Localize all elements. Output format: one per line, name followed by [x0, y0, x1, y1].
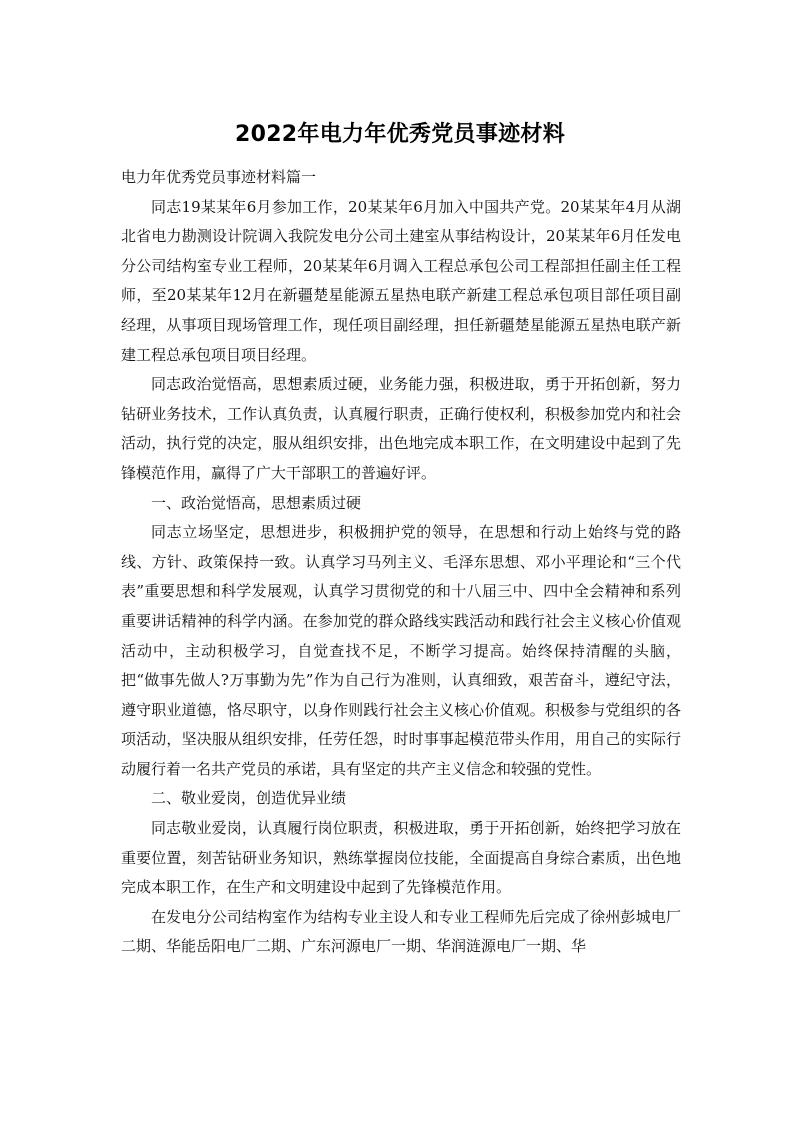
paragraph-2: 同志政治觉悟高，思想素质过硬，业务能力强，积极进取，勇于开拓创新，努力钻研业务技术，工作认真负责，认真履行职责，正确行使权利，积极参加党内和社会活动，执行党的决定，服从组织安排，出色地完成本职工作，在文明建设中起到了先锋模范作用，赢得了广大干部职工的普遍好评。 [121, 375, 681, 482]
document-title: 2022年电力年优秀党员事迹材料 [234, 122, 566, 147]
paragraph-3: 同志立场坚定，思想进步，积极拥护党的领导，在思想和行动上始终与党的路线、方针、政策保持一致。认真学习马列主义、毛泽东思想、邓小平理论和“三个代表”重要思想和科学发展观，认真学习贯彻党的和十八届三中、四中全会精神和系列重要讲话精神的科学内涵。在参加党的群众路线实践活动和践行社会主义核心价值观活动中，主动积极学习，自觉查找不足，不断学习提高。始终保持清醒的头脑，把“做事先做人?万事勤为先”作为自己行为准则，认真细致，艰苦奋斗，遵纪守法，遵守职业道德，恪尽职守，以身作则践行社会主义核心价值观。积极参与党组织的各项活动，坚决服从组织安排，任劳任怨，时时事事起模范带头作用，用自己的实际行动履行着一名共产党员的承诺，具有坚定的共产主义信念和较强的党性。 [121, 523, 681, 778]
paragraph-4: 同志敬业爱岗，认真履行岗位职责，积极进取，勇于开拓创新，始终把学习放在重要位置，刻苦钻研业务知识，熟练掌握岗位技能，全面提高自身综合素质，出色地完成本职工作，在生产和文明建设中起到了先锋模范作用。 [121, 819, 681, 897]
section-heading-1: 一、政治觉悟高，思想素质过硬 [151, 493, 362, 512]
paragraph-5: 在发电分公司结构室作为结构专业主设人和专业工程师先后完成了徐州彭城电厂二期、华能岳阳电厂二期、广东河源电厂一期、华润涟源电厂一期、华 [121, 907, 681, 956]
section-heading-2: 二、敬业爱岗，创造优异业绩 [151, 789, 347, 808]
document-body [121, 163, 681, 962]
document-subtitle: 电力年优秀党员事迹材料篇一 [121, 168, 317, 186]
paragraph-1: 同志19某某年6月参加工作，20某某年6月加入中国共产党。20某某年4月从湖北省电力勘测设计院调入我院发电分公司土建室从事结构设计，20某某年6月任发电分公司结构室专业工程师，20某某年6月调入工程总承包公司工程部担任副主任工程师，至20某某年12月在新疆楚星能源五星热电联产新建工程总承包项目部任项目副经理，从事项目现场管理工作，现任项目副经理，担任新疆楚星能源五星热电联产新建工程总承包项目项目经理。 [121, 197, 681, 364]
